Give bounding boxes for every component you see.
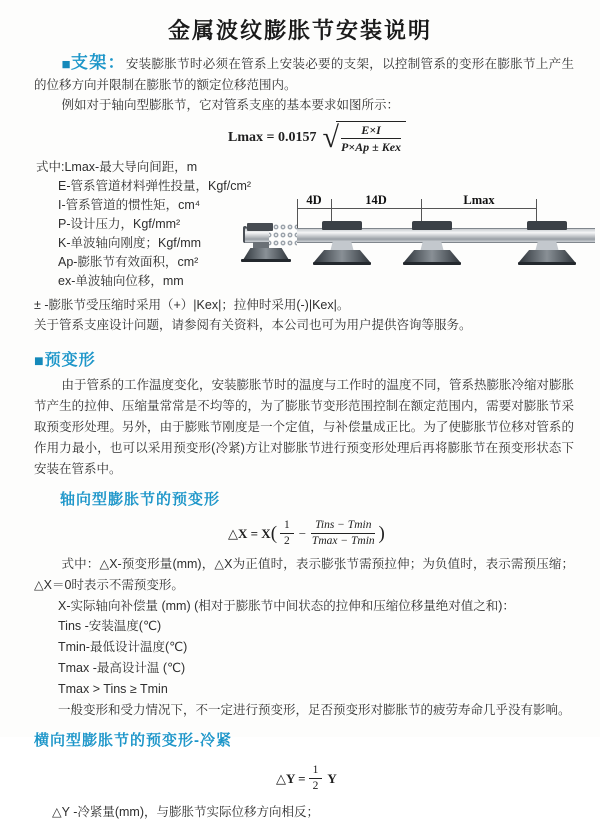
lmax-formula xyxy=(228,121,600,154)
preform-body-paragraph: 由于管系的工作温度变化，安装膨胀节时的温度与工作时的温度不同，管系热膨胀冷缩对膨胀节产生的拉伸、压缩量常常是不均等的，为了膨胀节变形范围控制在额定范围内，需要对膨胀节采取预变形处理。另外，由于膨账节刚度是一个定值，与补偿量成正比。为了使膨胀节位移对管系的作用力最小，也可以采用预变形(冷紧)方让对膨胀节进行预变形处理后再将膨胀节在预变形状态下安装在管系中。 xyxy=(34,378,575,476)
axial-subsection-heading: 轴向型膨胀节的预变形 xyxy=(60,491,221,508)
definition-line: K-单波轴向刚度；Kgf/mm xyxy=(58,236,202,250)
support-base-plate xyxy=(313,262,371,265)
minus-sign: − xyxy=(298,525,307,541)
axial-preform-formula xyxy=(228,519,600,548)
support-section-heading: 支架： xyxy=(70,53,126,72)
dimension-tick xyxy=(297,199,298,229)
temp-denominator: Tmax − Tmin xyxy=(311,535,375,547)
support-base-plate xyxy=(403,262,461,265)
lateral-preform-formula xyxy=(276,764,600,793)
lmax-denominator: P×Ap ± Kex xyxy=(340,140,402,154)
definition-line: Ap-膨胀节有效面积，cm² xyxy=(58,255,199,269)
lmax-fraction xyxy=(341,123,401,154)
definition-line: E-管系管道材料弹性投量，Kgf/cm² xyxy=(58,179,252,193)
axial-def-line: Tmin-最低设计温度(℃) xyxy=(58,640,188,654)
pipe-support-diagram xyxy=(243,192,597,270)
lateral-def-line: △Y -冷紧量(mm)，与膨胀节实际位移方向相反； xyxy=(52,805,320,819)
guide-support xyxy=(314,192,370,270)
lmax-radicand xyxy=(336,121,406,154)
kex-sign-note: ± -膨胀节受压缩时采用（+）|Kex|；拉伸时采用(-)|Kex|。 xyxy=(34,298,350,312)
dy-formula-lhs: △Y = xyxy=(276,770,306,786)
open-paren: ( xyxy=(270,522,278,544)
half-denominator: 2 xyxy=(284,535,290,547)
lmax-numerator: E×I xyxy=(341,123,401,139)
half-denominator: 2 xyxy=(312,780,319,792)
section-square-icon: ■ xyxy=(61,56,71,73)
dy-formula-rhs: Y xyxy=(327,770,337,786)
support-example-line: 例如对于轴向型膨胀节，它对管系支座的基本要求如图所示： xyxy=(61,98,400,112)
guide-support xyxy=(519,192,575,270)
lateral-subsection-heading: 横向型膨胀节的预变形-冷紧 xyxy=(34,732,232,749)
guide-support xyxy=(404,192,460,270)
support-intro-text: 安装膨胀节时必须在管系上安装必要的支架，以控制管系的变形在膨胀节上产生的位移方向并限制在膨胀节的额定位移范围内。 xyxy=(34,57,574,92)
close-paren: ) xyxy=(378,522,385,544)
axial-definitions xyxy=(0,596,600,721)
preform-section-heading xyxy=(34,347,600,371)
section-square-icon: ■ xyxy=(34,353,45,370)
dimension-label-lmax: Lmax xyxy=(463,193,495,207)
support-clamp xyxy=(527,221,567,230)
dimension-label-4d: 4D xyxy=(306,193,322,207)
one-half-fraction xyxy=(309,764,323,793)
axial-def-line: Tmax > Tins ≥ Tmin xyxy=(58,682,168,696)
one-half-fraction xyxy=(280,519,294,548)
dimension-label-14d: 14D xyxy=(365,193,387,207)
axial-where-paragraph: 式中：△X-预变形量(mm)，△X为正值时，表示膨张节需预拉伸；为负值时，表示需预压缩；△X＝0时表示不需预变形。 xyxy=(34,557,574,592)
dx-formula-lhs: △X = X xyxy=(228,525,271,541)
service-note: 关于管系支座设计问题，请参阅有关资料，本公司也可为用户提供咨询等服务。 xyxy=(34,318,472,332)
half-numerator: 1 xyxy=(309,764,323,779)
half-numerator: 1 xyxy=(280,519,294,534)
preform-heading-text: 预变形 xyxy=(44,352,96,369)
anchor-base-plate xyxy=(241,259,291,262)
axial-def-line: Tmax -最高设计温 (℃) xyxy=(58,661,186,675)
temperature-fraction xyxy=(311,519,375,548)
definition-line: P-设计压力，Kgf/mm² xyxy=(58,217,181,231)
definition-line: 式中:Lmax-最大导向间距，m xyxy=(36,160,198,174)
support-clamp xyxy=(322,221,362,230)
axial-def-line: Tins -安装温度(℃) xyxy=(58,619,162,633)
axial-def-line: X-实际轴向补偿量 (mm) (相对于膨胀节中间状态的拉伸和压缩位移量绝对值之和)： xyxy=(58,599,515,613)
lmax-formula-lhs: Lmax = 0.0157 xyxy=(228,129,317,145)
bellows-expansion-joint xyxy=(269,223,297,247)
anchor-clamp xyxy=(247,223,273,231)
support-foot xyxy=(314,250,370,262)
definition-line: ex-单波轴向位移，mm xyxy=(58,274,184,288)
support-base-plate xyxy=(518,262,576,265)
support-intro-paragraph xyxy=(34,53,574,95)
support-foot xyxy=(519,250,575,262)
square-root-icon: √ xyxy=(322,120,339,154)
support-clamp xyxy=(412,221,452,230)
axial-def-line: 一般变形和受力情况下，不一定进行预变形，足否预变形对膨胀节的疲劳寿命几乎没有影响。 xyxy=(58,703,571,717)
anchor-stem xyxy=(253,242,269,248)
page-title: 金属波纹膨胀节安装说明 xyxy=(167,18,432,43)
temp-numerator: Tins − Tmin xyxy=(311,519,375,534)
support-foot xyxy=(404,250,460,262)
definition-line: I-管系管道的惯性矩，cm⁴ xyxy=(58,198,201,212)
